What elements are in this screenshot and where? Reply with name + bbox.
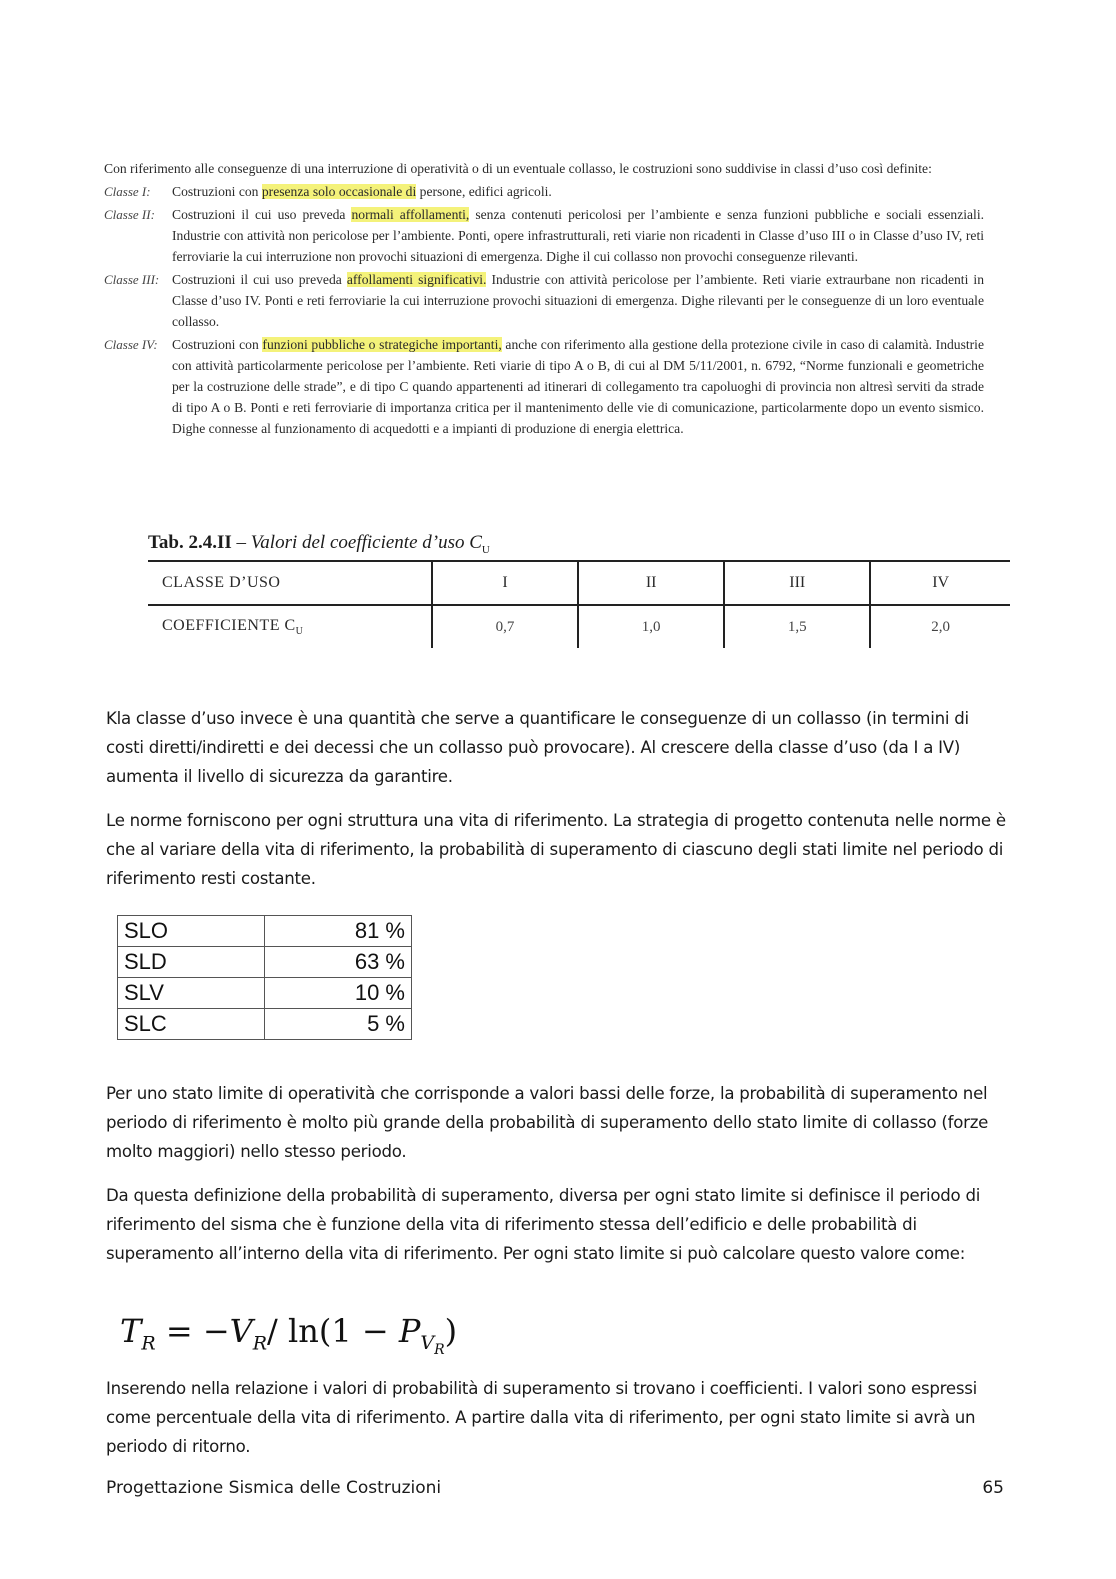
class-text: Costruzioni con xyxy=(172,337,263,352)
formula-operator: = − xyxy=(155,1312,230,1350)
table-row xyxy=(148,605,1010,648)
table-row xyxy=(118,978,412,1009)
highlighted-text: funzioni pubbliche o strategiche importanti, xyxy=(262,337,502,352)
class-text: Costruzioni il cui uso preveda xyxy=(172,272,347,287)
formula-operator: ) xyxy=(444,1312,458,1350)
limit-states-table xyxy=(117,915,412,1040)
table-caption xyxy=(148,532,490,556)
class-text: Industrie con attività pericolose per l’ambiente. Reti viarie extraurbane non ricadenti in Classe d’uso IV. Ponti e reti ferroviarie la cui interruzione provochi situazioni di emergenza. Dighe rilevanti per le conseguenze di un loro eventuale collasso. xyxy=(172,272,984,329)
usage-coefficient-table xyxy=(148,560,1010,648)
table-row xyxy=(118,1009,412,1040)
limit-state-name: SLC xyxy=(118,1009,265,1040)
table-title: Valori del coefficiente d’uso C xyxy=(250,532,482,553)
paragraph: Kla classe d’uso invece è una quantità che serve a quantificare le conseguenze di un collasso (in termini di costi diretti/indiretti e dei decessi che un collasso può provocare). Al crescere della classe d’uso (da I a IV) aumenta il livello di sicurezza da garantire. xyxy=(106,709,969,786)
table-row xyxy=(118,916,412,947)
footer-title: Progettazione Sismica delle Costruzioni xyxy=(106,1478,442,1498)
class-header: II xyxy=(578,561,724,605)
class-label: Classe II: xyxy=(104,207,155,222)
caption-subscript: U xyxy=(481,543,490,556)
coefficient-value: 2,0 xyxy=(870,605,1010,648)
formula-subscript-text: V xyxy=(420,1332,435,1355)
class-label: Classe III: xyxy=(104,272,160,287)
class-4 xyxy=(104,334,984,439)
limit-state-value: 5 % xyxy=(265,1009,412,1040)
formula-symbol: T xyxy=(120,1312,142,1350)
coefficient-value: 1,5 xyxy=(724,605,870,648)
class-header: I xyxy=(432,561,578,605)
class-text: persone, edifici agricoli. xyxy=(416,184,552,199)
limit-state-name: SLD xyxy=(118,947,265,978)
header-label: CLASSE D’USO xyxy=(148,561,432,605)
class-header: IV xyxy=(870,561,1010,605)
class-text: Costruzioni il cui uso preveda xyxy=(172,207,352,222)
class-2 xyxy=(104,204,984,267)
class-label: Classe IV: xyxy=(104,337,158,352)
scan-intro: Con riferimento alle conseguenze di una interruzione di operatività o di un eventuale collasso, le costruzioni sono suddivise in classi d’uso così definite: xyxy=(104,161,932,176)
formula-subscript xyxy=(420,1332,445,1359)
limit-state-value: 10 % xyxy=(265,978,412,1009)
formula-operator: / ln(1 − xyxy=(267,1312,399,1350)
class-text: anche con riferimento alla gestione della protezione civile in caso di calamità. Industrie con attività particolarmente pericolose per l’ambiente. Reti viarie di tipo A o B, di cui al DM 5/11/2001, n. 6792, “Norme funzionali e geometriche per la costruzione delle strade”, e di tipo C quando appartenenti ad itinerari di collegamento tra capoluoghi di provincia non altresì serviti da strade di tipo A o B. Ponti e reti ferroviarie di importanza critica per il mantenimento delle vie di comunicazione, particolarmente dopo un evento sismico. Dighe connesse al funzionamento di acquedotti e a impianti di produzione di energia elettrica. xyxy=(172,337,984,436)
class-3 xyxy=(104,269,984,332)
formula-subscript: R xyxy=(141,1332,156,1355)
formula-symbol: V xyxy=(229,1312,253,1350)
class-1 xyxy=(104,181,984,202)
formula-subsubscript: R xyxy=(434,1342,445,1359)
page-number: 65 xyxy=(982,1478,1004,1498)
highlighted-text: affollamenti significativi. xyxy=(346,272,487,287)
table-row xyxy=(148,561,1010,605)
class-header: III xyxy=(724,561,870,605)
limit-state-name: SLO xyxy=(118,916,265,947)
coefficient-value: 1,0 xyxy=(578,605,724,648)
caption-dash: – xyxy=(231,532,251,553)
limit-state-name: SLV xyxy=(118,978,265,1009)
paragraph: Inserendo nella relazione i valori di probabilità di superamento si trovano i coefficienti. I valori sono espressi come percentuale della vita di riferimento. A partire dalla vita di riferimento, per ogni stato limite si avrà un periodo di ritorno. xyxy=(106,1379,977,1456)
page-footer xyxy=(106,1478,1004,1498)
return-period-formula xyxy=(120,1312,457,1358)
table-row xyxy=(118,947,412,978)
paragraph: Da questa definizione della probabilità di superamento, diversa per ogni stato limite si definisce il periodo di riferimento del sisma che è funzione della vita di riferimento stessa dell’edificio e delle probabilità di superamento all’interno della vita di riferimento. Per ogni stato limite si può calcolare questo valore come: xyxy=(106,1186,981,1263)
highlighted-text: presenza solo occasionale di xyxy=(261,184,417,199)
class-label: Classe I: xyxy=(104,184,151,199)
table-number: Tab. 2.4.II xyxy=(148,532,232,553)
scanned-excerpt xyxy=(104,158,984,439)
row-label-text: COEFFICIENTE C xyxy=(162,616,296,634)
class-text: Costruzioni con xyxy=(172,184,262,199)
highlighted-text: normali affollamenti, xyxy=(351,207,470,222)
row-label-sub: U xyxy=(295,626,304,638)
formula-subscript: R xyxy=(252,1332,268,1355)
row-label xyxy=(148,605,432,648)
formula-symbol: P xyxy=(398,1312,421,1350)
paragraph: Le norme forniscono per ogni struttura una vita di riferimento. La strategia di progetto contenuta nelle norme è che al variare della vita di riferimento, la probabilità di superamento di ciascuno degli stati limite nel periodo di riferimento resti costante. xyxy=(106,811,1006,888)
limit-state-value: 81 % xyxy=(265,916,412,947)
coefficient-value: 0,7 xyxy=(432,605,578,648)
paragraph: Per uno stato limite di operatività che corrisponde a valori bassi delle forze, la probabilità di superamento nel periodo di riferimento è molto più grande della probabilità di superamento dello stato limite di collasso (forze molto maggiori) nello stesso periodo. xyxy=(106,1084,989,1161)
class-text: senza contenuti pericolosi per l’ambiente e senza funzioni pubbliche e sociali essenziali. Industrie con attività non pericolose per l’ambiente. Ponti, opere infrastrutturali, reti viarie non ricadenti in Classe d’uso III o in Classe d’uso IV, reti ferroviarie la cui interruzione non provochi situazioni di emergenza. Dighe il cui collasso non provochi conseguenze rilevanti. xyxy=(172,207,984,264)
limit-state-value: 63 % xyxy=(265,947,412,978)
